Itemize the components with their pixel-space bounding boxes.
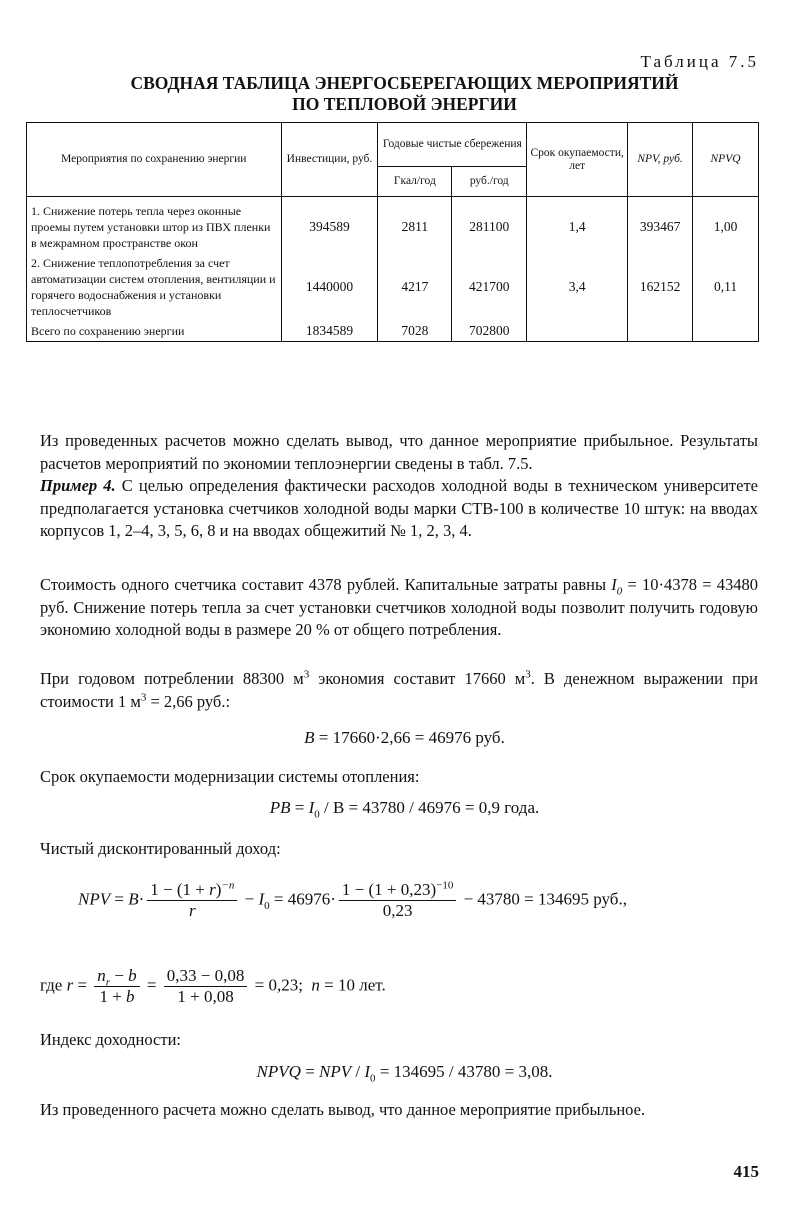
cell-measure: Всего по сохранению энергии xyxy=(27,321,282,342)
consumption-text-d: = 2,66 руб.: xyxy=(146,691,231,711)
paragraph-conclusion-1: Из проведенных расчетов можно сделать вывод, что данное мероприятие прибыльное. Результаты расчетов мероприятий по экономии теплоэнергии сведены в табл. 7.5. xyxy=(40,431,758,473)
equation-savings: B = 17660·2,66 = 46976 руб. xyxy=(304,728,505,747)
cell-npv: 162152 xyxy=(628,253,693,321)
npv-denominator: 0,23 xyxy=(382,901,413,920)
paragraph-example-4 xyxy=(40,475,758,543)
page-number: 415 xyxy=(733,1162,759,1181)
table-row-total xyxy=(27,321,759,342)
equation-npv: NPV = B· $\frac{1 - (1 + r)^{-n}}{r}$ − $I_0 = 46976\cdot$ $\frac{1 - (1 + 0,23)^{-10}}{0,23}$ − 43780 = 134695 руб., xyxy=(78,879,627,920)
table-label: Таблица 7.5 xyxy=(640,52,759,71)
consumption-text-c: . В денежном выражении при стоимости 1 м xyxy=(40,669,758,711)
header-investments: Инвестиции, руб. xyxy=(281,123,378,197)
cell-gcal: 2811 xyxy=(378,197,452,254)
equation-npvq: NPVQ = NPV / $I_0 = 134695 / 43780 = 3,08$. xyxy=(256,1062,553,1085)
i0-symbol: $I_0$ xyxy=(611,575,623,598)
paragraph-cost xyxy=(40,574,758,642)
equation-payback-value: = 43780 / 46976 = 0,9 года. xyxy=(348,798,540,817)
cell-rub: 421700 xyxy=(452,253,527,321)
where-word: где xyxy=(40,975,63,995)
n-value: = 10 лет. xyxy=(324,975,386,995)
paragraph-profitability-index: Индекс доходности: xyxy=(40,1030,181,1049)
paragraph-npv-heading: Чистый дисконтированный доход: xyxy=(40,839,281,858)
cell-payback: 1,4 xyxy=(527,197,628,254)
header-payback: Срок окупаемости, лет xyxy=(527,123,628,197)
r-denominator: 1 + 0,08 xyxy=(177,987,234,1006)
cell-npvq xyxy=(693,321,759,342)
table-title-line1: СВОДНАЯ ТАБЛИЦА ЭНЕРГОСБЕРЕГАЮЩИХ МЕРОПРИЯТИЙ xyxy=(130,73,679,93)
savings-table xyxy=(26,122,759,342)
cell-payback xyxy=(527,321,628,342)
cell-npvq: 0,11 xyxy=(693,253,759,321)
equation-npvq-value: = 134695 / 43780 = 3,08. xyxy=(379,1062,553,1081)
npv-mid: = 46976· xyxy=(273,889,336,909)
cell-gcal: 7028 xyxy=(378,321,452,342)
cell-payback: 3,4 xyxy=(527,253,628,321)
equation-r: где r = $\frac{n_r - b}{1 + b}$ = $\frac{0,33 - 0,08}{1 + 0,08}$ = 0,23; n = 10 лет. xyxy=(40,966,386,1006)
cell-gcal: 4217 xyxy=(378,253,452,321)
cell-npv: 393467 xyxy=(628,197,693,254)
header-npvq: NPVQ xyxy=(693,123,759,197)
consumption-text-a: При годовом потреблении 88300 м xyxy=(40,669,304,688)
cost-text-b: = 10·4378 = 43480 руб. Снижение потерь тепла за счет установки счетчиков холодной воды позволит получить годовую экономию холодной воды в размере 20 % от общего потребления. xyxy=(40,575,758,639)
header-savings: Годовые чистые сбережения xyxy=(378,123,527,167)
npv-result: − 43780 = 134695 руб., xyxy=(463,889,627,909)
cell-investments: 1834589 xyxy=(281,321,378,342)
cell-rub: 702800 xyxy=(452,321,527,342)
example-text: С целью определения фактически расходов холодной воды в техническом университете предполагается установка счетчиков холодной воды марки СТВ-100 в количестве 10 штук: на вводах корпусов 1, 2–4, 3, 5, 6, 8 и на вводах общежитий № 1, 2, 3, 4. xyxy=(40,476,758,540)
header-gcal: Гкал/год xyxy=(378,167,452,197)
header-rub: руб./год xyxy=(452,167,527,197)
cell-investments: 1440000 xyxy=(281,253,378,321)
cell-measure: 2. Снижение теплопотребления за счет автоматизации систем отопления, вентиляции и горячего водоснабжения и установки теплосчетчиков xyxy=(27,253,282,321)
paragraph-conclusion-2: Из проведенного расчета можно сделать вывод, что данное мероприятие прибыльное. xyxy=(40,1100,646,1119)
table-row xyxy=(27,197,759,254)
table-row xyxy=(27,253,759,321)
consumption-text-b: экономия составит 17660 м xyxy=(309,669,526,688)
equation-payback: PB = $I_0 / В = 43780 / 46976 = 0,9$ года. xyxy=(269,798,540,821)
header-measures: Мероприятия по сохранению энергии xyxy=(27,123,282,197)
paragraph-consumption: При годовом потреблении 88300 $м^3$ экономия составит 17660 $м^3$. В денежном выражении при стоимости 1 $м^3 = 2,66$ руб.: xyxy=(40,668,758,711)
cell-npvq: 1,00 xyxy=(693,197,759,254)
cell-investments: 394589 xyxy=(281,197,378,254)
cost-text-a: Стоимость одного счетчика составит 4378 рублей. Капитальные затраты равны xyxy=(40,575,612,594)
example-label: Пример 4. xyxy=(40,476,116,495)
header-npv: NPV, руб. xyxy=(628,123,693,197)
cell-rub: 281100 xyxy=(452,197,527,254)
r-numerator: 0,33 − 0,08 xyxy=(164,966,248,987)
equation-savings-value: = 17660·2,66 = 46976 руб. xyxy=(318,728,505,747)
paragraph-payback: Срок окупаемости модернизации системы отопления: xyxy=(40,767,420,786)
table-title-line2: ПО ТЕПЛОВОЙ ЭНЕРГИИ xyxy=(292,94,517,114)
npv-numerator: 1 − (1 + 0,23) xyxy=(341,880,437,899)
cell-npv xyxy=(628,321,693,342)
cell-measure: 1. Снижение потерь тепла через оконные проемы путем установки штор из ПВХ пленки в межрамном пространстве окон xyxy=(27,197,282,254)
r-result: = 0,23; xyxy=(254,975,303,995)
